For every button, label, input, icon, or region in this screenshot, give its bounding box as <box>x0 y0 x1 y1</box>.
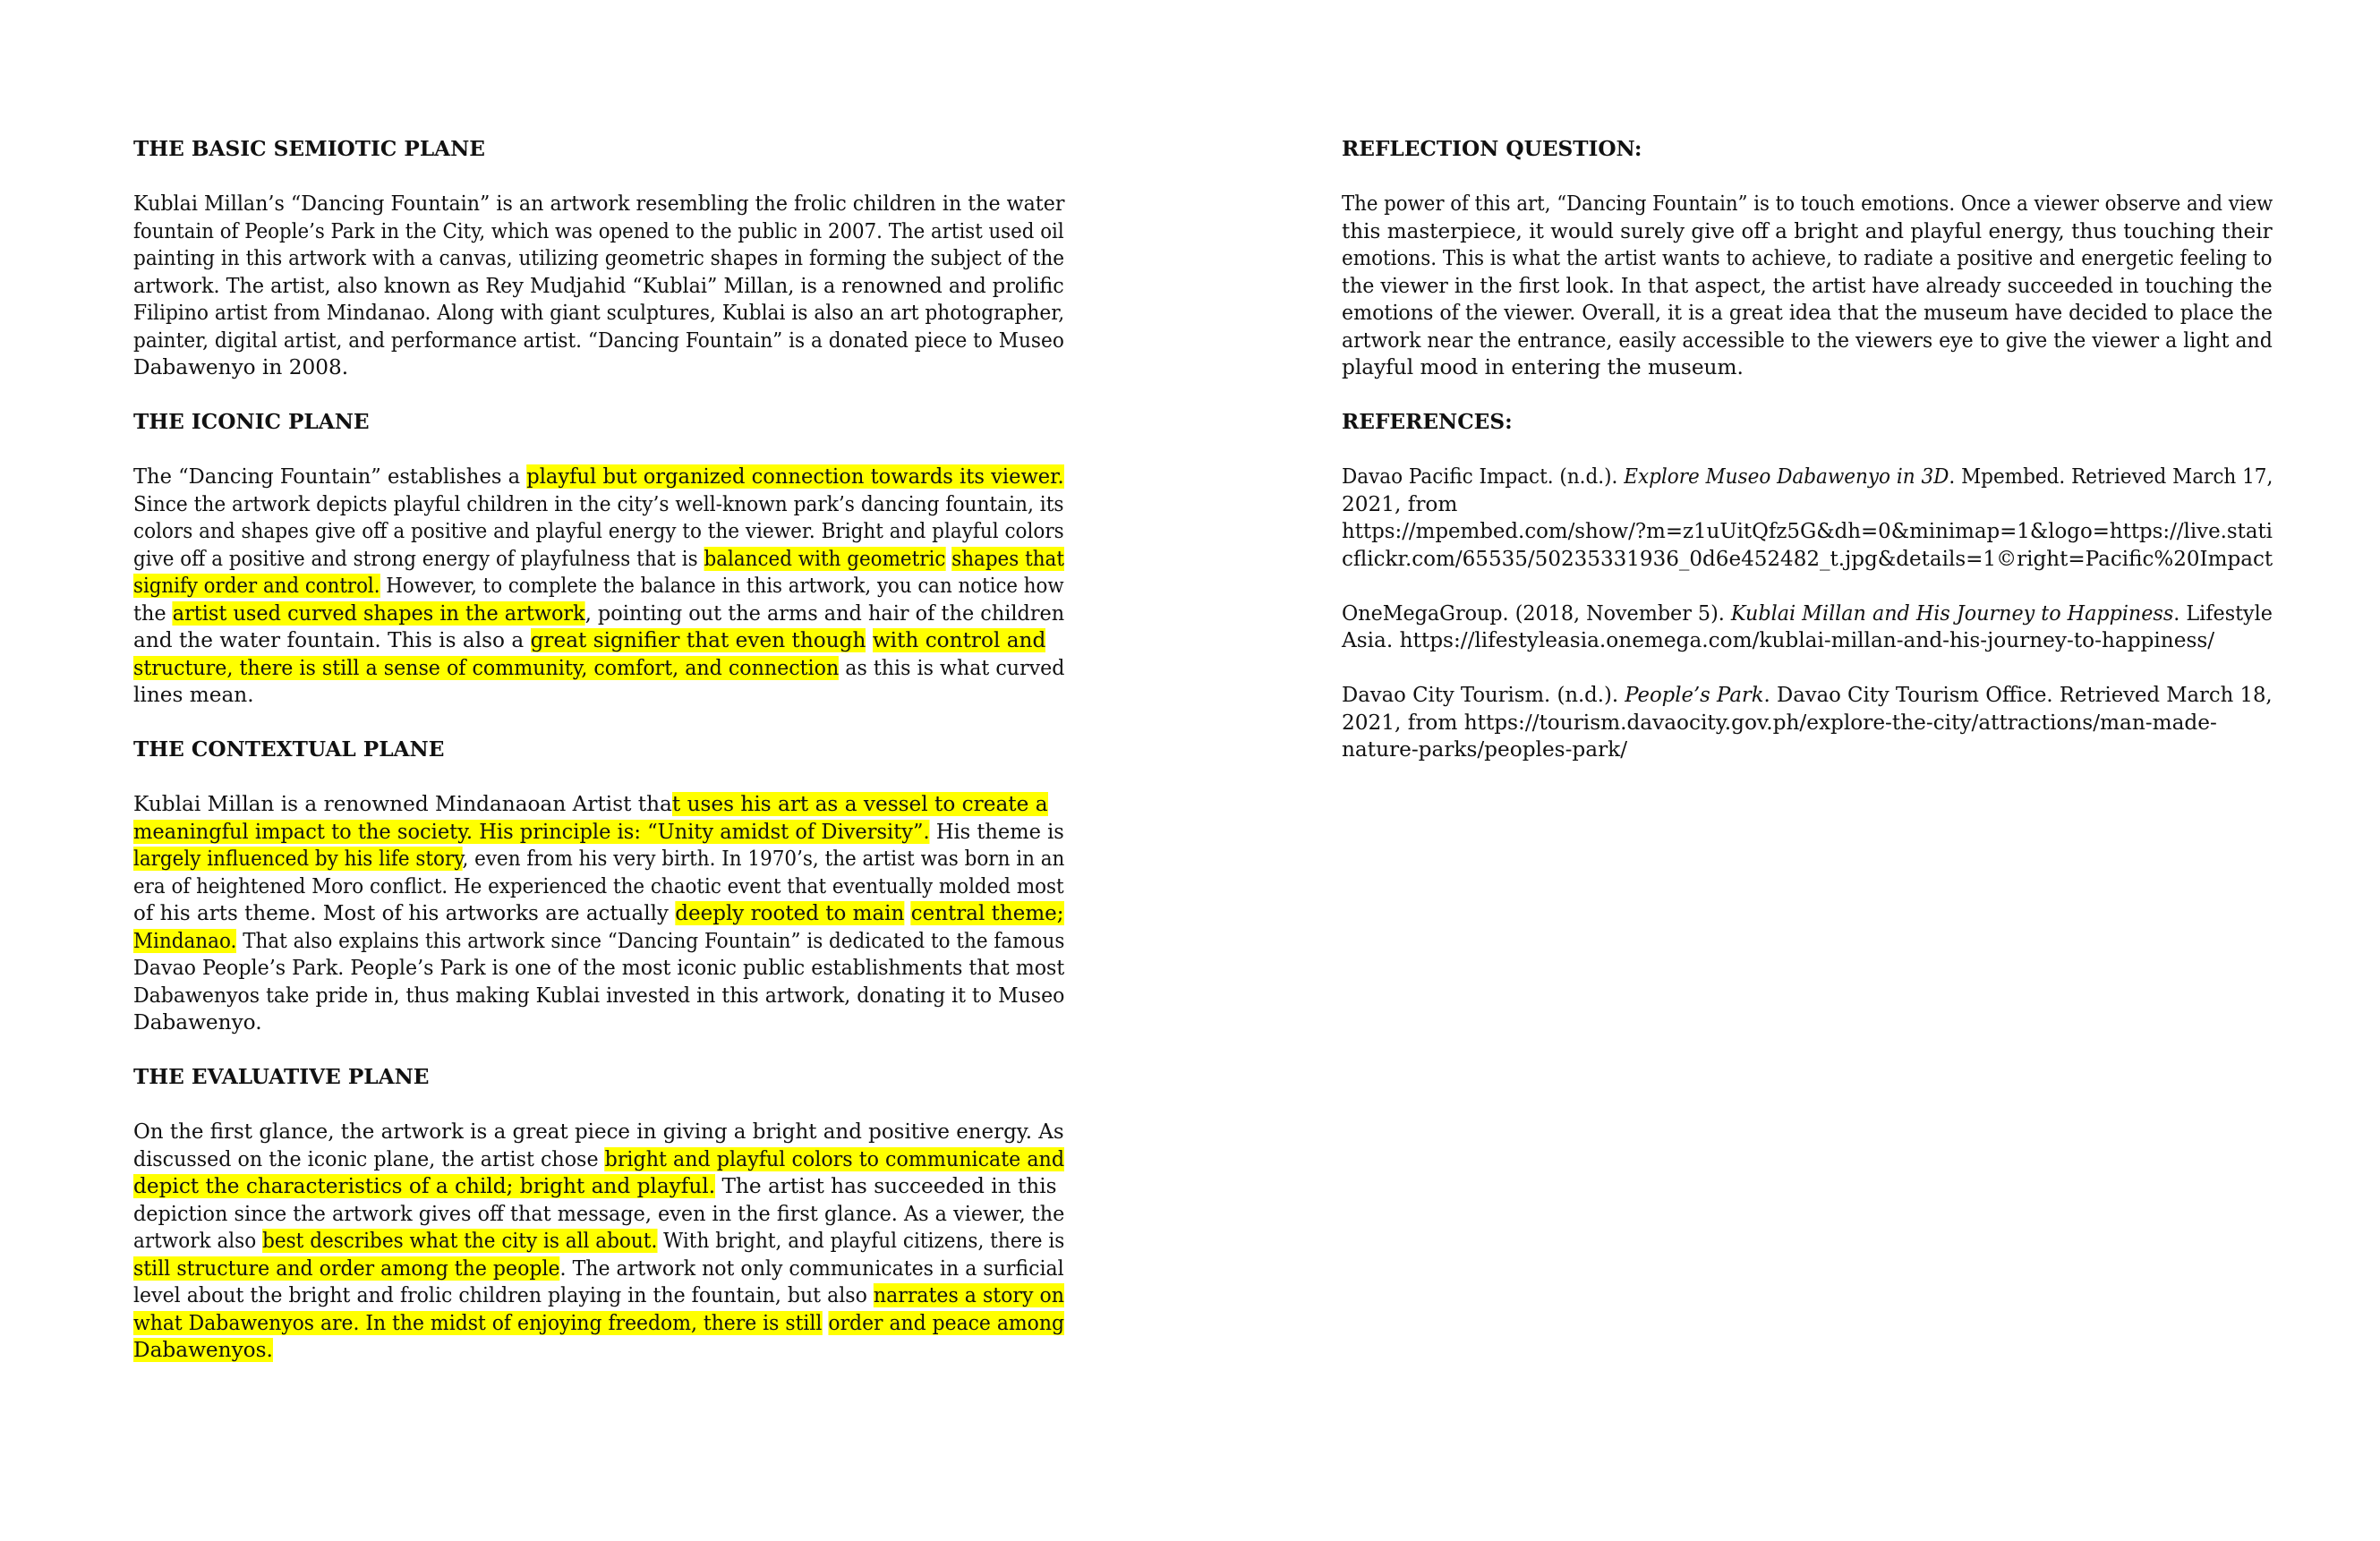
text-run: Asia. https://lifestyleasia.onemega.com/kublai-millan-and-his-journey-to-happiness/ <box>1342 628 2215 652</box>
text-run: 2021, from <box>1342 491 1458 516</box>
highlighted-text: meaningful impact to the society. His principle is: “Unity amidst of Diversity”. <box>133 819 930 844</box>
text-run: , pointing out the arms and hair of the children <box>584 600 1065 626</box>
highlighted-text: largely influenced by his life story <box>133 847 463 871</box>
text-line <box>133 627 1064 655</box>
text-run: the viewer in the first look. In that aspect, the artist have already succeeded in touching the <box>1342 273 2273 298</box>
text-run: However, to complete the balance in this artwork, you can notice how <box>380 574 1064 598</box>
highlighted-text: signify order and control. <box>133 574 380 598</box>
text-line <box>133 491 1064 519</box>
text-line <box>133 273 1064 301</box>
reference-entry <box>1342 682 2273 764</box>
text-run: playful mood in entering the museum. <box>1342 355 1744 379</box>
text-run: On the first glance, the artwork is a great piece in giving a bright and positive energy. As <box>133 1120 1064 1144</box>
text-line <box>1342 627 2273 655</box>
text-line <box>133 1201 1065 1229</box>
text-line <box>133 1119 1064 1146</box>
text-run: give off a positive and strong energy of playfulness that is <box>133 546 704 571</box>
text-run: lines mean. <box>133 683 254 707</box>
highlighted-text: great signifier that even though <box>530 628 866 652</box>
italic-title: Explore Museo Dabawenyo in 3D <box>1624 464 1949 489</box>
section-references <box>1342 409 2273 764</box>
text-line <box>133 1173 1064 1201</box>
text-line <box>1342 491 2273 519</box>
text-run: Davao People’s Park. People’s Park is one of the most iconic public establishments that most <box>133 956 1065 980</box>
text-run: painting in this artwork with a canvas, utilizing geometric shapes in forming the subject of the <box>133 246 1065 270</box>
italic-title: People’s Park <box>1625 683 1764 707</box>
text-run: level about the bright and frolic children playing in the fountain, but also <box>133 1283 874 1307</box>
text-run: Davao Pacific Impact. (n.d.). <box>1342 464 1625 489</box>
highlighted-text: structure, there is still a sense of community, comfort, and connection <box>133 655 840 680</box>
highlighted-text: Dabawenyos. <box>133 1338 273 1362</box>
text-run: Kublai Millan is a renowned Mindanaoan Artist tha <box>133 792 672 816</box>
text-line <box>133 573 1064 600</box>
text-run: artwork. The artist, also known as Rey Mudjahid “Kublai” Millan, is a renowned and prolific <box>133 273 1064 298</box>
text-line <box>1342 273 2273 301</box>
text-line <box>133 191 1065 218</box>
paragraph <box>133 464 1064 710</box>
text-line <box>133 846 1065 873</box>
highlighted-text: order and peace among <box>828 1310 1064 1335</box>
text-line <box>133 546 1064 574</box>
text-run: the <box>133 600 173 626</box>
highlighted-text: t uses his art as a vessel to create a <box>671 792 1048 816</box>
text-run: 2021, from https://tourism.davaocity.gov.ph/explore-the-city/attractions/man-made- <box>1342 710 2217 735</box>
text-run: emotions of the viewer. Overall, it is a great idea that the museum have decided to place the <box>1342 301 2273 325</box>
text-run: Filipino artist from Mindanao. Along with giant sculptures, Kublai is also an art photographer, <box>133 301 1065 325</box>
text-run: That also explains this artwork since “Dancing Fountain” is dedicated to the famous <box>236 928 1065 953</box>
text-line <box>133 1310 1064 1338</box>
reference-entry <box>1342 464 2273 573</box>
text-run: With bright, and playful citizens, there is <box>657 1229 1065 1253</box>
highlighted-text: shapes that <box>951 546 1064 571</box>
text-line <box>133 955 1065 983</box>
text-line <box>1342 245 2273 273</box>
highlighted-text: narrates a story on <box>873 1283 1064 1307</box>
highlighted-text: bright and playful colors to communicate and <box>604 1146 1065 1171</box>
text-run: The “Dancing Fountain” establishes a <box>133 464 527 489</box>
text-run: of his arts theme. Most of his artworks are actually <box>133 901 676 925</box>
text-line <box>1342 710 2273 737</box>
text-run: colors and shapes give off a positive and playful energy to the viewer. Bright and playful colors <box>133 519 1064 543</box>
section-heading: THE EVALUATIVE PLANE <box>133 1065 430 1089</box>
text-line <box>133 655 1065 683</box>
paragraph <box>133 191 1064 382</box>
text-line <box>1342 328 2273 355</box>
text-line <box>1342 218 2273 246</box>
text-run: emotions. This is what the artist wants to achieve, to radiate a positive and energetic feeling to <box>1342 246 2273 270</box>
italic-title: Kublai Millan and His Journey to Happiness <box>1730 600 2174 626</box>
text-run: Dabawenyo. <box>133 1010 262 1034</box>
text-run: discussed on the iconic plane, the artist chose <box>133 1146 605 1171</box>
highlighted-text: Mindanao. <box>133 928 237 953</box>
left-column <box>133 136 1064 1365</box>
text-line <box>1342 546 2273 574</box>
highlighted-text: what Dabawenyos are. In the midst of enjoying freedom, there is still <box>133 1310 823 1335</box>
highlighted-text: central theme; <box>910 901 1064 925</box>
text-line <box>133 1146 1065 1174</box>
section-heading: REFLECTION QUESTION: <box>1342 137 1642 161</box>
text-run: Kublai Millan’s “Dancing Fountain” is an artwork resembling the frolic children in the water <box>133 192 1065 216</box>
section-iconic-plane <box>133 409 1064 736</box>
text-run: depiction since the artwork gives off that message, even in the first glance. As a viewer, the <box>133 1201 1065 1226</box>
highlighted-text: with control and <box>872 628 1046 652</box>
text-run: and the water fountain. This is also a <box>133 628 531 652</box>
text-run: as this is what curved <box>839 655 1065 680</box>
text-line <box>1342 682 2273 710</box>
text-line <box>133 983 1065 1010</box>
text-line <box>133 819 1064 847</box>
text-run: Since the artwork depicts playful children in the city’s well-known park’s dancing fountain, its <box>133 491 1064 516</box>
section-basic-semiotic-plane <box>133 136 1064 409</box>
highlighted-text: artist used curved shapes in the artwork <box>172 600 585 626</box>
text-line <box>133 245 1065 273</box>
section-contextual-plane <box>133 736 1064 1064</box>
text-run: OneMegaGroup. (2018, November 5). <box>1342 600 1731 626</box>
section-heading: REFERENCES: <box>1342 410 1513 434</box>
text-line <box>1342 464 2273 491</box>
text-run: nature-parks/peoples-park/ <box>1342 737 1628 762</box>
text-line <box>133 791 1064 819</box>
paragraph <box>1342 191 2273 382</box>
text-run <box>822 1311 828 1335</box>
text-line <box>1342 736 2273 764</box>
text-line <box>133 218 1064 246</box>
text-run: painter, digital artist, and performance artist. “Dancing Fountain” is a donated piece to Museo <box>133 328 1064 353</box>
section-heading: THE ICONIC PLANE <box>133 410 370 434</box>
text-run: artwork also <box>133 1229 263 1253</box>
text-line <box>1342 191 2273 218</box>
text-line <box>133 1228 1065 1256</box>
section-reflection-question <box>1342 136 2273 409</box>
section-heading: THE CONTEXTUAL PLANE <box>133 737 445 762</box>
text-line <box>1342 300 2273 328</box>
section-evaluative-plane <box>133 1064 1064 1365</box>
text-line <box>1342 354 2273 382</box>
text-run: . Mpembed. Retrieved March 17, <box>1949 464 2273 489</box>
right-column <box>1342 136 2273 764</box>
text-run: Dabawenyo in 2008. <box>133 355 349 379</box>
text-line <box>133 1337 1064 1365</box>
text-run: The artist has succeeded in this <box>715 1174 1057 1198</box>
text-run: His theme is <box>929 819 1064 844</box>
text-run: The power of this art, “Dancing Fountain” is to touch emotions. Once a viewer observe and view <box>1342 192 2273 216</box>
paragraph <box>133 1119 1064 1365</box>
text-run: Davao City Tourism. (n.d.). <box>1342 683 1625 707</box>
text-line <box>133 354 1064 382</box>
text-line <box>133 328 1064 355</box>
highlighted-text: deeply rooted to main <box>675 901 905 925</box>
text-line <box>133 518 1064 546</box>
reference-entry <box>1342 600 2273 655</box>
text-line <box>133 1256 1064 1283</box>
paragraph <box>133 791 1064 1037</box>
text-line <box>1342 518 2273 546</box>
text-run: fountain of People’s Park in the City, which was opened to the public in 2007. The artist used oil <box>133 218 1064 243</box>
text-run: cflickr.com/65535/50235331936_0d6e452482_t.jpg&details=1©right=Pacific%20Impact <box>1342 546 2273 571</box>
highlighted-text: depict the characteristics of a child; bright and playful. <box>133 1174 716 1198</box>
text-line <box>133 300 1065 328</box>
section-heading: THE BASIC SEMIOTIC PLANE <box>133 137 485 161</box>
text-line <box>133 873 1064 901</box>
text-run: Dabawenyos take pride in, thus making Kublai invested in this artwork, donating it to Museo <box>133 983 1065 1008</box>
text-line <box>133 900 1064 928</box>
text-line <box>133 464 1064 491</box>
text-line <box>133 1009 1064 1037</box>
text-run: https://mpembed.com/show/?m=z1uUitQfz5G&dh=0&minimap=1&logo=https://live.stati <box>1342 519 2273 543</box>
text-run: , even from his very birth. In 1970’s, the artist was born in an <box>462 847 1065 871</box>
text-run: . Lifestyle <box>2173 600 2273 626</box>
text-line <box>1342 600 2273 628</box>
text-run: era of heightened Moro conflict. He experienced the chaotic event that eventually molded most <box>133 873 1064 898</box>
text-line <box>133 1282 1064 1310</box>
highlighted-text: playful but organized connection towards its viewer. <box>526 464 1064 489</box>
text-line <box>133 682 1064 710</box>
highlighted-text: still structure and order among the people <box>133 1256 560 1281</box>
text-run <box>866 628 872 652</box>
text-run: . The artwork not only communicates in a surficial <box>559 1256 1064 1281</box>
text-run: artwork near the entrance, easily accessible to the viewers eye to give the viewer a light and <box>1342 328 2273 353</box>
text-line <box>133 600 1065 628</box>
text-run: this masterpiece, it would surely give off a bright and playful energy, thus touching their <box>1342 218 2273 243</box>
highlighted-text: best describes what the city is all about. <box>262 1229 658 1253</box>
highlighted-text: balanced with geometric <box>704 546 946 571</box>
text-line <box>133 928 1065 956</box>
text-run: . Davao City Tourism Office. Retrieved March 18, <box>1763 683 2273 707</box>
